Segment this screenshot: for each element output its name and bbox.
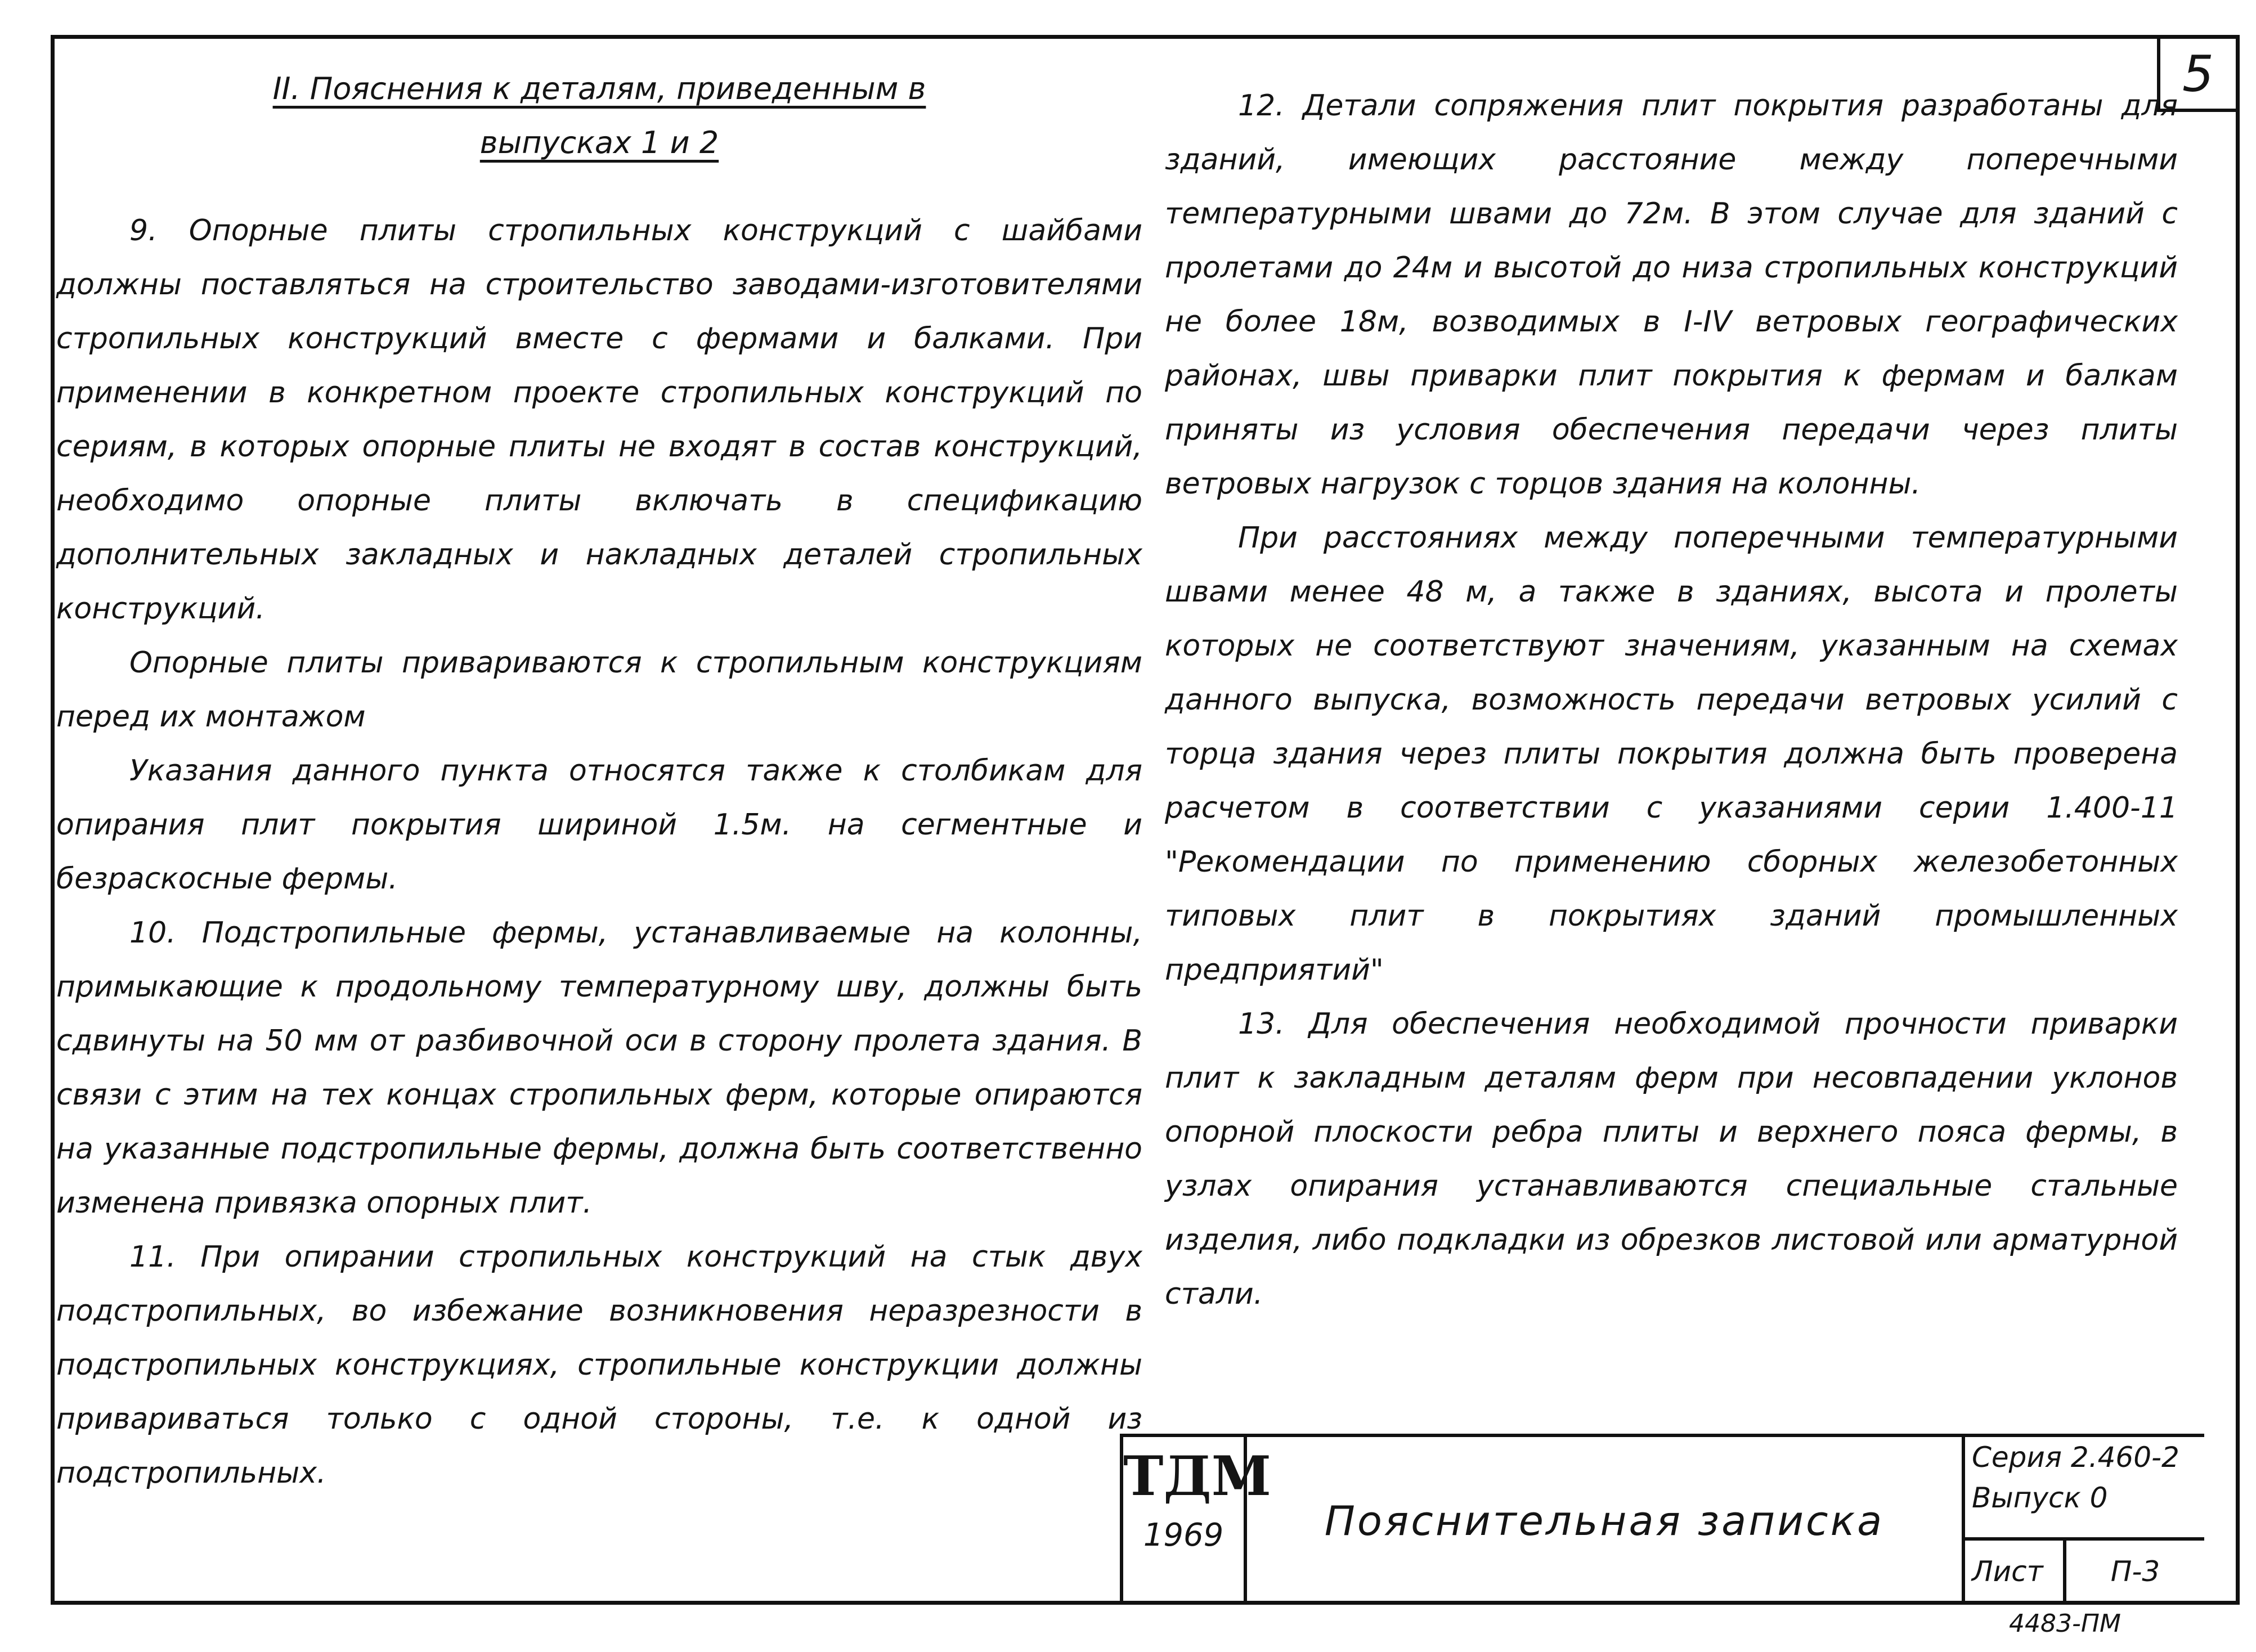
- paragraph-9: 9. Опорные плиты стропильных конструкций с шайбами должны поставляться на строительство заводами-изготовителями стропильных конструкций вместе с фермами и балками. При применении в конкретном проекте стропильных конструкций по сериям, в которых опорные плиты не входят в состав конструкций, необходимо опорные плиты включать в спецификацию дополнительных закладных и накладных деталей стропильных конструкций.: [56, 214, 1142, 626]
- paragraph-12: 12. Детали сопряжения плит покрытия разработаны для зданий, имеющих расстояние между поперечными температурными швами до 72м. В этом случае для зданий с пролетами до 24м и высотой до низа стропильных конструкций не более 18м, возводимых в I-IV ветровых географических районах, швы приварки плит покрытия к фермам и балкам приняты из условия обеспечения передачи через плиты ветровых нагрузок с торцов здания на колонны.: [1165, 89, 2178, 501]
- left-column: [56, 62, 1142, 1500]
- series-label: Серия 2.460-2: [1972, 1441, 2179, 1474]
- paragraph-13: 13. Для обеспечения необходимой прочности приварки плит к закладным деталям ферм при несовпадении уклонов опорной плоскости ребра плиты и верхнего пояса фермы, в узлах опирания устанавливаются специальные стальные изделия, либо подкладки из обрезков листовой или арматурной стали.: [1165, 1007, 2178, 1311]
- section-title: [56, 62, 1142, 170]
- issue-label: Выпуск 0: [1972, 1482, 2108, 1514]
- paragraph-12-distances: При расстояниях между поперечными температурными швами менее 48 м, а также в зданиях, высота и пролеты которых не соответствуют значениям, указанным на схемах данного выпуска, возможность передачи ветровых усилий с торца здания через плиты покрытия должна быть проверена расчетом в соответствии с указаниями серии 1.400-11 "Рекомендации по применению сборных железобетонных типовых плит в покрытиях зданий промышленных предприятий": [1165, 521, 2178, 987]
- page-number: 5: [2157, 39, 2236, 112]
- organization-year: 1969: [1143, 1517, 1224, 1554]
- paragraph-9-welding: Опорные плиты привариваются к стропильным конструкциям перед их монтажом: [56, 646, 1142, 734]
- archive-number: 4483-ПМ: [2009, 1609, 2121, 1638]
- organization-cell: [1123, 1437, 1272, 1605]
- right-column: [1165, 79, 2178, 1321]
- meta-cell: [1962, 1437, 2204, 1605]
- section-title-line2: выпусках 1 и 2: [479, 125, 719, 160]
- sheet-value: П-3: [2110, 1555, 2160, 1588]
- paragraph-9-columns: Указания данного пункта относятся также к столбикам для опирания плит покрытия шириной 1.5м. на сегментные и безраскосные фермы.: [56, 754, 1142, 896]
- section-title-line1: II. Пояснения к деталям, приведенным в: [272, 71, 926, 106]
- organization-name: ТДМ: [1123, 1444, 1272, 1508]
- sheet-row: [1965, 1537, 2204, 1605]
- document-title: Пояснительная записка: [1324, 1497, 1885, 1545]
- paragraph-10: 10. Подстропильные фермы, устанавливаемые на колонны, примыкающие к продольному температурному шву, должны быть сдвинуты на 50 мм от разбивочной оси в сторону пролета здания. В связи с этим на тех концах стропильных ферм, которые опираются на указанные подстропильные фермы, должна быть соответственно изменена привязка опорных плит.: [56, 916, 1142, 1220]
- sheet-label: Лист: [1965, 1541, 2066, 1605]
- title-block: [1120, 1434, 2204, 1605]
- paragraph-11: 11. При опирании стропильных конструкций на стык двух подстропильных, во избежание возникновения неразрезности в подстропильных конструкциях, стропильные конструкции должны привариваться только с одной стороны, т.е. к одной из подстропильных.: [56, 1240, 1142, 1490]
